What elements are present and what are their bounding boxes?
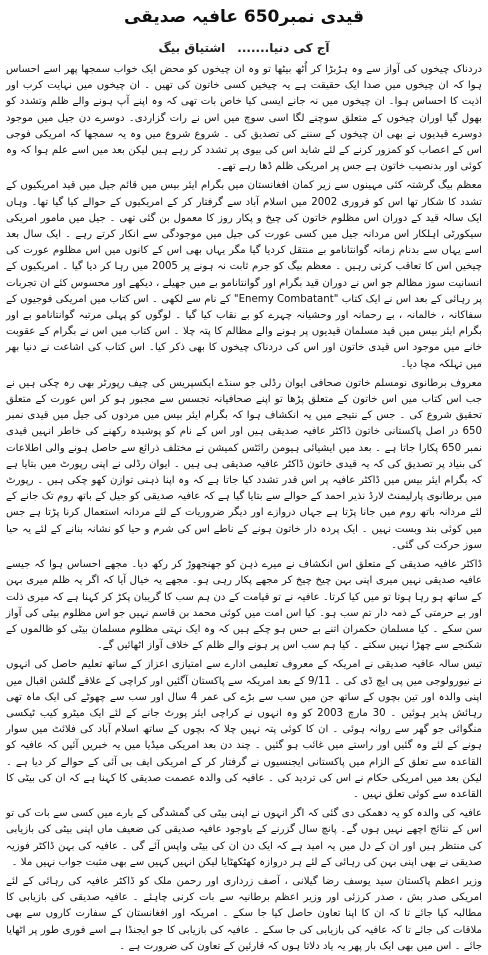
paragraph: عافیہ کی والدہ کو یہ دھمکی دی گئی کہ اگر انہوں نے اپنی بیٹی کی گمشدگی کے بارے میں کسی سے بات کی تو اس کے نتائج اچھے نہیں ہوں گے۔ پانچ سال گزرنے کے باوجود عافیہ صدیقی کی ضعیف ماں اپنی بیٹی کی بازیابی کی منتظر ہیں اور ان کے دل میں یہ امید ہے کہ ایک دن ان کی بیٹی واپس آئے گی ۔ عافیہ کی بہن ڈاکٹر فوزیہ صدیقی نے بھی اپنی بہن کی رہائی کے لئے ہر دروازہ کھٹکھٹایا لیکن انہیں کہیں سے بھی مثبت جواب نہیں ملا ۔ — [6, 808, 482, 868]
paragraph: ڈاکٹر عافیہ صدیقی کے متعلق اس انکشاف نے میرے ذہن کو جھنجھوڑ کر رکھ دیا۔ مجھے احساس ہوا کہ جیسے عافیہ صدیقی نہیں میری اپنی بہن چیخ چیخ کر مجھے پکار رہی ہو۔ مجھے یہ خیال آیا کہ اگر یہ ظلم میری بہن کے ساتھ ہو رہا ہوتا تو میں کیا کرتا۔ عافیہ نے تو قیامت کے دن ہم سب کا گریبان پکڑ کر کہنا ہے کہ میری ذلت اور بے حرمتی کے ذمہ دار تم سب ہو۔ کیا اس امت میں کوئی محمد بن قاسم نہیں جو اس مظلوم بیٹی کی آواز سن سکے ۔ کیا مسلمان حکمران اتنے بے حس ہو چکے ہیں کہ وہ ایک نہتی مظلوم مسلمان بیٹی کو ظالموں کے شکنجے سے چھڑا نہیں سکتے ۔ کیا ہم سب اس پر ہونے والے ظلم کے خلاف آواز اٹھائیں گے۔ — [6, 559, 482, 652]
paragraph: تیس سالہ عافیہ صدیقی نے امریکہ کے معروف تعلیمی ادارے سے امتیازی اعزاز کے ساتھ تعلیم حاصل کی انہوں نے نیورولوجی میں پی ایچ ڈی کی ۔ 9/11 کے بعد امریکہ سے پاکستان آگئیں اور کراچی کے علاقے گلشن اقبال میں اپنی والدہ اور تین بچوں کے ساتھ جن میں سب سے بڑے کی عمر 4 سال اور سب سے چھوٹے کی ایک ماہ تھی رہائش پذیر ہوئیں ۔ 30 مارچ 2003 کو وہ انہوں نے کراچی ایئر پورٹ جانے کے لئے ایک میٹرو کیب ٹیکسی منگوائی جو گھر سے روانہ ہوئی ۔ ان کا کوئی پتہ نہیں چلا کہ بچوں کے ساتھ اسلام آباد کی فلائٹ میں سوار ہونے کے لئے وہ گئیں اور راستے میں غائب ہو گئیں ۔ چند دن بعد امریکی میڈیا میں یہ خبریں آئیں کہ عافیہ کو القاعدہ سے تعلق کے الزام میں پاکستانی ایجنسیوں نے گرفتار کر کے امریکی ایف بی آئی کے حوالے کر دیا ہے ۔ لیکن بعد میں امریکی حکام نے اس کی تردید کی ۔ عافیہ کی والدہ عصمت صدیقی کا کہنا ہے کہ ان کی بیٹی کا القاعدہ سے کوئی تعلق نہیں ۔ — [6, 659, 483, 800]
article-body — [6, 62, 482, 955]
paragraph: معظم بیگ گرشتہ کئی مہینوں سے زیر کمان افغانستان میں بگرام ایئر بیس میں قائم جیل میں قید امریکیوں کے تشدد کا شکار تھا اس کو فروری 2002 میں اسلام آباد سے گرفتار کر کے امریکیوں کے حوالے کیا گیا تھا۔ وہاں ایک سالہ قید کے دوران اس مظلوم خاتون کی چیخ و پکار روز کا معمول بن گئی تھی ۔ جیل میں مامور امریکی سیکورٹی اہلکار اس مردانہ جیل میں کسی عورت کی جیل میں موجودگی سے انکار کرتے رہے ۔ ایک سال بعد اسے یہاں سے بدنام زمانہ گوانتانامو بے منتقل کردیا گیا مگر یہاں بھی اس کے کانوں میں اس مظلوم عورت کی چیخیں اس کا تعاقب کرتی رہیں ۔ معظم بیگ کو جرم ثابت نہ ہونے پر 2005 میں رہا کر دیا گیا ۔ امریکیوں کے انسانیت سوز مظالم جو اس نے دوران قید بگرام اور گوانتانامو بے میں جھیلے ، دیکھے اور محسوس کئے ان تجربات پر رہائی کے بعد اس نے ایک کتاب "Enemy Combatant" کے نام سے لکھی ۔ اس کتاب میں امریکی فوجیوں کے سفاکانہ ، خالمانہ ، بے رحمانہ اور وحشیانہ چہرے کو بے نقاب کیا گیا ۔ لوگوں کو پہلی مرتبہ گوانتانامو بے اور بگرام ایئر بیس میں قید مسلمان قیدیوں پر ہونے والے مظالم کا پتہ چلا ۔ اس کتاب میں اس نے بگرام کے عقوبت خانے میں موجود اس قیدی خاتون اور اس کی دردناک چیخوں کا بھی ذکر کیا۔ اس کتاب کی اشاعت نے دنیا بھر میں تہلکہ مچا دیا۔ — [6, 180, 483, 370]
paragraph: معروف برطانوی نومسلم خاتون صحافی ایوان رڈلی جو سنڈے ایکسپریس کی چیف رپورٹر بھی رہ چکی ہیں نے جب اس کتاب میں اس خاتون کے متعلق پڑھا تو اپنے صحافیانہ تجسس سے مجبور ہو کر اس عورت کے متعلق تحقیق شروع کی ۔ جس کے نتیجے میں یہ انکشاف ہوا کہ بگرام ایئر بیس میں مردوں کی جیل میں قیدی نمبر 650 در اصل پاکستانی خاتون ڈاکٹر عافیہ صدیقی ہیں اور اس کے نام کو پوشیدہ رکھنے کی خاطر انہیں قیدی نمبر 650 پکارا جاتا ہے ۔ بعد میں ایشیائی ہیومن رائٹس کمیشن نے مختلف ذرائع سے حاصل ہونے والی اطلاعات کی بنیاد پر تصدیق کی کہ یہ قیدی خاتون ڈاکٹر عافیہ صدیقی ہی ہیں ۔ ایوان رڈلی نے اپنی رپورٹ میں بتایا ہے کہ بگرام ایئر بیس میں ڈاکٹر عافیہ پر اس قدر تشدد کیا جاتا ہے کہ وہ اپنا ذہنی توازن کھو چکی ہیں ۔ رپورٹ میں برطانوی پارلیمنٹ لارڈ نذیر احمد کے حوالے سے بتایا گیا ہے کہ عافیہ صدیقی کو جیل کے باتھ روم تک جانے کے لئے مردانہ باتھ روم میں جانا پڑتا ہے جہاں دروازے اور دیگر ضروریات کے لئے مردانہ استعمال کرنا پڑتا ہے جس میں کوئی بند وبست نہیں ۔ ایک پردہ دار خاتون ہونے کے ناطے اس کی شرم و حیا کو نشانہ بنانے کے لئے یہ حیا سوز حرکت کی گئی۔ — [6, 377, 482, 551]
paragraph: دردناک چیخوں کی آواز سے وہ ہڑبڑا کر اُٹھ بیٹھا تو وہ ان چیخوں کو محض ایک خواب سمجھا پھر اسے احساس ہوا کہ ان چیخوں میں صدا ایک حقیقت ہے یہ چیخیں کسی خاتون کی تھیں ۔ ان چیخوں میں نہایت کرب اور اذیت کا احساس ہوا۔ ان چیخوں میں نہ جانے ایسی کیا خاص بات تھی کہ وہ اپنے آپ ہونے والے ظلم وتشدد کو بھول گیا اوران چیخوں کے متعلق سوچنے لگا اسی سوچ میں اس نے رات گزاردی۔ دوسرے دن جیل میں موجود دوسرے قیدیوں نے بھی ان چیخوں کے سننے کی تصدیق کی ۔ شروع شروع میں وہ یہ سمجھا کہ امریکی فوجی اس کے اعصاب کو کمزور کرنے کے لئے شاید اس کی بیوی پر تشدد کر رہے ہیں لیکن بعد میں اسے علم ہوا کہ وہ کوئی اور بدنصیب خاتون ہے جس پر امریکی ظلم ڈھا رہے تھے۔ — [6, 64, 482, 173]
byline — [6, 40, 482, 56]
article-title: قیدی نمبر650 عافیہ صدیقی — [123, 7, 365, 27]
paragraph: وزیر اعظم پاکستان سید یوسف رضا گیلانی ، آصف زرداری اور رحمن ملک کو ڈاکٹر عافیہ کی رہائی کے لئے امریکی صدر بش ، صدر کرزئی اور وزیر اعظم برطانیہ سے بات کرنی چاہئے ۔ عافیہ صدیقی کی بازیابی کا مطالبہ کیا جائے تا کہ ان کا اپنا تعاون حاصل کیا جا سکے ۔ امریکہ اور افغانستان کے سفارت کاروں سے بھی ملاقات کی جائے تا کہ عافیہ کی بازیابی کی جا سکے ۔ عافیہ کی بازیابی کا جو ایجنڈا ہے اسے فوری طور پر اٹھایا جائے ۔ اس میں بھی ایک بار پھر یہ یاد دلاتا ہوں کہ قارئین کے تعاون کی ضرورت ہے ۔ — [6, 875, 482, 952]
column-name: آج کی دنیا....... — [237, 41, 330, 55]
author-name: اشتیاق بیگ — [158, 41, 226, 55]
